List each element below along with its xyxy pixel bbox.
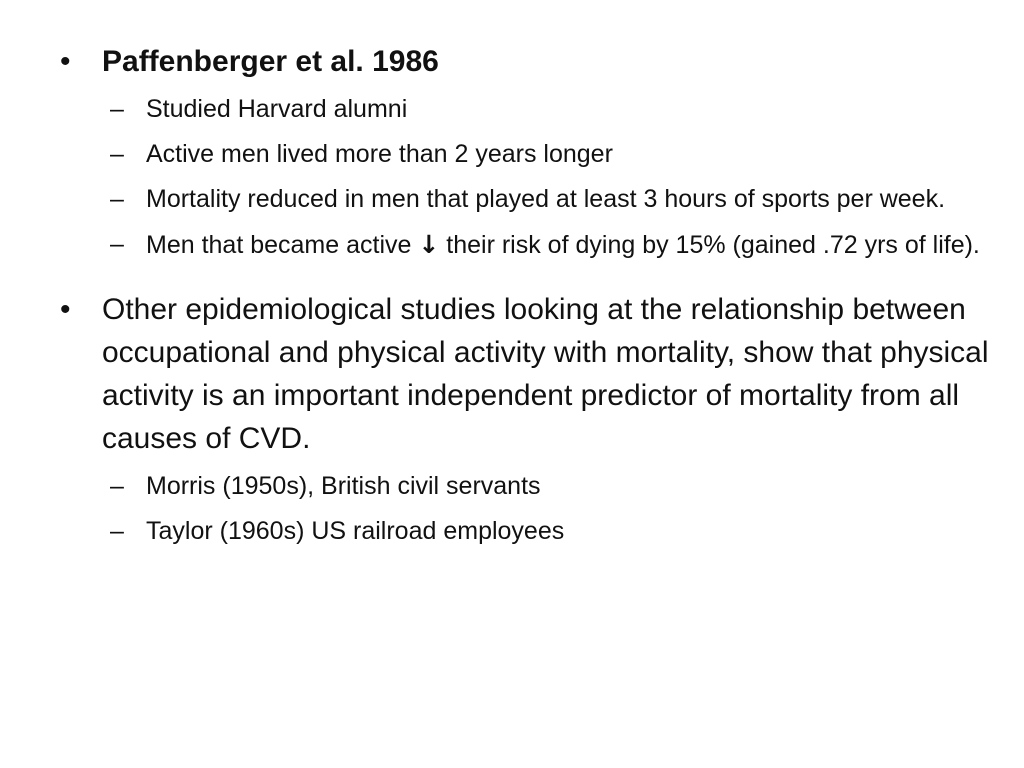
dash: –: [110, 230, 124, 258]
dash: –: [110, 472, 124, 500]
sub-bullet-text: Morris (1950s), British civil servants: [146, 472, 541, 500]
bullet-epidemiological: [56, 288, 1006, 460]
bullet-paffenberger: [56, 40, 1006, 83]
sub-bullet-text: Studied Harvard alumni: [146, 95, 408, 123]
bullet-text: Other epidemiological studies looking at the relationship between occupational and physical activity with mortality, show that physical activity is an important independent predictor of mortality from all causes of CVD.: [102, 293, 989, 455]
bullet-dot: •: [60, 45, 71, 78]
slide-body: [56, 40, 1006, 558]
dash: –: [110, 185, 124, 213]
sub-bullet-text-before: Men that became active: [146, 231, 412, 259]
sub-bullet: [110, 136, 1006, 173]
sub-bullet: [110, 468, 1006, 505]
bullet-dot: •: [60, 293, 71, 326]
sub-bullet-text: Active men lived more than 2 years longer: [146, 140, 613, 168]
sub-bullet-text: Mortality reduced in men that played at least 3 hours of sports per week.: [146, 185, 946, 213]
sub-bullet: [110, 226, 1006, 264]
sublist-epidemiological: [56, 468, 1006, 550]
sub-bullet: [110, 91, 1006, 128]
sub-bullet: [110, 513, 1006, 550]
sub-bullet-text: Taylor (1960s) US railroad employees: [146, 517, 565, 545]
sub-bullet: [110, 181, 1006, 218]
sublist-paffenberger: [56, 91, 1006, 264]
dash: –: [110, 95, 124, 123]
bullet-heading: Paffenberger et al. 1986: [102, 45, 439, 78]
dash: –: [110, 517, 124, 545]
dash: –: [110, 140, 124, 168]
down-arrow-icon: ↓: [418, 230, 440, 259]
sub-bullet-text-after: their risk of dying by 15% (gained .72 yrs of life).: [446, 231, 980, 259]
